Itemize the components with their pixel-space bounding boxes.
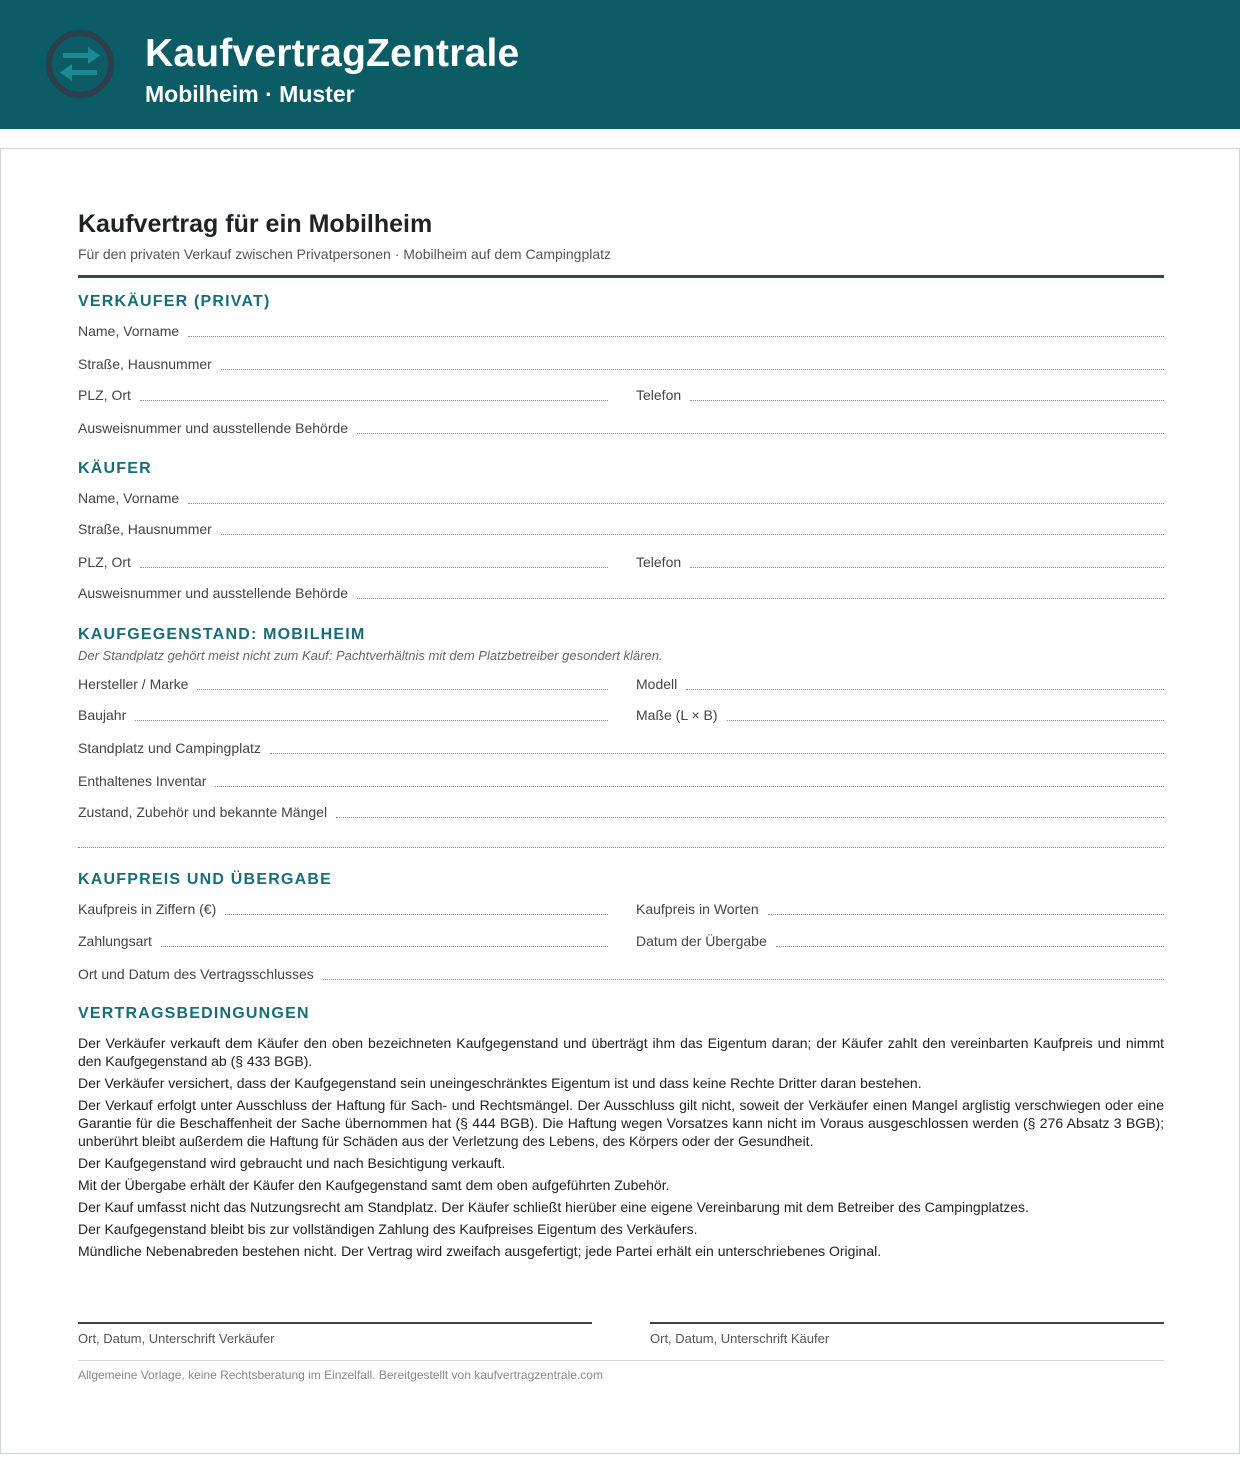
field-label: PLZ, Ort <box>78 387 131 403</box>
field-label: Name, Vorname <box>78 490 180 506</box>
term-item: Der Verkäufer versichert, dass der Kaufgegenstand sein uneingeschränktes Eigentum ist und dass keine Rechte Dritter daran bestehen. <box>78 1075 922 1091</box>
fill-line[interactable] <box>140 567 608 568</box>
fill-line[interactable] <box>768 914 1164 915</box>
field-label: Name, Vorname <box>78 323 180 339</box>
contract-place-date-field[interactable] <box>78 963 1164 983</box>
term-item: Mündliche Nebenabreden bestehen nicht. Der Vertrag wird zweifach ausgefertigt; jede Partei erhält ein unterschriebenes Original. <box>78 1243 882 1259</box>
seller-heading: VERKÄUFER (PRIVAT) <box>78 293 271 310</box>
fill-line[interactable] <box>270 753 1164 754</box>
dimensions-field[interactable] <box>636 704 1164 724</box>
fill-line[interactable] <box>686 689 1164 690</box>
seller-street-field[interactable] <box>78 353 1164 373</box>
manufacturer-field[interactable] <box>78 673 608 693</box>
fill-line[interactable] <box>140 400 608 401</box>
field-label: Datum der Übergabe <box>636 933 767 949</box>
fill-line[interactable] <box>225 914 608 915</box>
term-item: Der Verkäufer verkauft dem Käufer den oben bezeichneten Kaufgegenstand und überträgt ihm das Eigentum daran; der Käufer zahlt den vereinbarten Kaufpreis und nimmt den Kaufgegenstand ab (§ 433 BGB). <box>78 1035 1164 1069</box>
price-words-field[interactable] <box>636 898 1164 918</box>
fill-line[interactable] <box>188 336 1164 337</box>
brand-name: KaufvertragZentrale <box>145 32 520 75</box>
field-label: Baujahr <box>78 707 127 723</box>
buyer-signature[interactable] <box>650 1322 1164 1347</box>
field-label: Kaufpreis in Ziffern (€) <box>78 901 217 917</box>
site-header <box>0 0 1240 129</box>
item-note: Der Standplatz gehört meist nicht zum Kauf: Pachtverhältnis mit dem Platzbetreiber gesondert klären. <box>78 648 663 663</box>
term-item: Der Kaufgegenstand wird gebraucht und nach Besichtigung verkauft. <box>78 1155 506 1171</box>
field-label: Straße, Hausnummer <box>78 356 212 372</box>
field-label: Hersteller / Marke <box>78 676 189 692</box>
fill-line[interactable] <box>727 720 1164 721</box>
signature-label: Ort, Datum, Unterschrift Käufer <box>650 1331 830 1346</box>
terms-heading: VERTRAGSBEDINGUNGEN <box>78 1005 310 1022</box>
payment-field[interactable] <box>78 930 608 950</box>
fill-line[interactable] <box>690 400 1164 401</box>
field-label: PLZ, Ort <box>78 554 131 570</box>
fill-line[interactable] <box>215 786 1164 787</box>
item-heading: KAUFGEGENSTAND: MOBILHEIM <box>78 626 366 643</box>
year-field[interactable] <box>78 704 608 724</box>
buyer-heading: KÄUFER <box>78 460 152 477</box>
terms-list <box>78 1034 1164 1264</box>
field-label: Straße, Hausnummer <box>78 521 212 537</box>
term-item: Der Verkauf erfolgt unter Ausschluss der Haftung für Sach- und Rechtsmängel. Der Ausschluss gilt nicht, soweit der Verkäufer einen Mangel arglistig verschwiegen oder eine Garantie für die Beschaffenheit der Sache übernommen hat (§ 444 BGB). Die Haftung wegen Vorsatzes kann nicht im Voraus ausgeschlossen werden (§ 276 Absatz 3 BGB); unberührt bleibt außerdem die Haftung für Schäden aus der Verletzung des Lebens, des Körpers oder der Gesundheit. <box>78 1097 1164 1149</box>
field-label: Enthaltenes Inventar <box>78 773 207 789</box>
fill-line[interactable] <box>336 817 1164 818</box>
term-item: Der Kauf umfasst nicht das Nutzungsrecht am Standplatz. Der Käufer schließt hierüber eine eigene Vereinbarung mit dem Betreiber des Campingplatzes. <box>78 1199 1029 1215</box>
handover-date-field[interactable] <box>636 930 1164 950</box>
field-label: Kaufpreis in Worten <box>636 901 759 917</box>
field-label: Standplatz und Campingplatz <box>78 740 261 756</box>
brand-subtitle: Mobilheim · Muster <box>145 81 355 107</box>
fill-line[interactable] <box>357 598 1164 599</box>
field-label: Ausweisnummer und ausstellende Behörde <box>78 585 349 601</box>
term-item: Der Kaufgegenstand bleibt bis zur vollständigen Zahlung des Kaufpreises Eigentum des Verkäufers. <box>78 1221 698 1237</box>
field-label: Ort und Datum des Vertragsschlusses <box>78 966 314 982</box>
buyer-city-field[interactable] <box>78 551 608 571</box>
term-item: Mit der Übergabe erhält der Käufer den Kaufgegenstand samt dem oben aufgeführten Zubehör. <box>78 1177 670 1193</box>
fill-line[interactable] <box>690 567 1164 568</box>
field-label: Zustand, Zubehör und bekannte Mängel <box>78 804 328 820</box>
signature-line[interactable] <box>650 1322 1164 1324</box>
fill-line[interactable] <box>323 979 1164 980</box>
field-label: Zahlungsart <box>78 933 152 949</box>
seller-signature[interactable] <box>78 1322 592 1347</box>
field-label: Maße (L × B) <box>636 707 718 723</box>
inventory-field[interactable] <box>78 770 1164 790</box>
condition-field[interactable] <box>78 801 1164 821</box>
field-label: Telefon <box>636 387 682 403</box>
fill-line[interactable] <box>161 946 608 947</box>
field-label: Modell <box>636 676 678 692</box>
site-field[interactable] <box>78 737 1164 757</box>
fill-line[interactable] <box>135 720 608 721</box>
fill-line[interactable] <box>357 433 1164 434</box>
fill-line[interactable] <box>197 689 608 690</box>
title-divider <box>78 275 1164 278</box>
signature-line[interactable] <box>78 1322 592 1324</box>
seller-city-field[interactable] <box>78 384 608 404</box>
price-figures-field[interactable] <box>78 898 608 918</box>
document-title: Kaufvertrag für ein Mobilheim <box>78 210 433 238</box>
fill-line[interactable] <box>188 503 1164 504</box>
buyer-name-field[interactable] <box>78 487 1164 507</box>
condition-extra-line[interactable] <box>78 847 1164 848</box>
document-subtitle: Für den privaten Verkauf zwischen Privatpersonen · Mobilheim auf dem Campingplatz <box>78 246 612 262</box>
signature-label: Ort, Datum, Unterschrift Verkäufer <box>78 1331 275 1346</box>
field-label: Ausweisnummer und ausstellende Behörde <box>78 420 349 436</box>
buyer-id-field[interactable] <box>78 582 1164 602</box>
footer-disclaimer: Allgemeine Vorlage, keine Rechtsberatung im Einzelfall. Bereitgestellt von kaufvertragzentrale.com <box>78 1368 603 1382</box>
footer-divider <box>78 1360 1164 1361</box>
swap-arrows-icon <box>44 28 116 100</box>
model-field[interactable] <box>636 673 1164 693</box>
buyer-phone-field[interactable] <box>636 551 1164 571</box>
seller-name-field[interactable] <box>78 320 1164 340</box>
seller-id-field[interactable] <box>78 417 1164 437</box>
fill-line[interactable] <box>776 946 1164 947</box>
fill-line[interactable] <box>221 369 1164 370</box>
fill-line[interactable] <box>221 534 1164 535</box>
field-label: Telefon <box>636 554 682 570</box>
price-heading: KAUFPREIS UND ÜBERGABE <box>78 871 332 888</box>
seller-phone-field[interactable] <box>636 384 1164 404</box>
buyer-street-field[interactable] <box>78 518 1164 538</box>
